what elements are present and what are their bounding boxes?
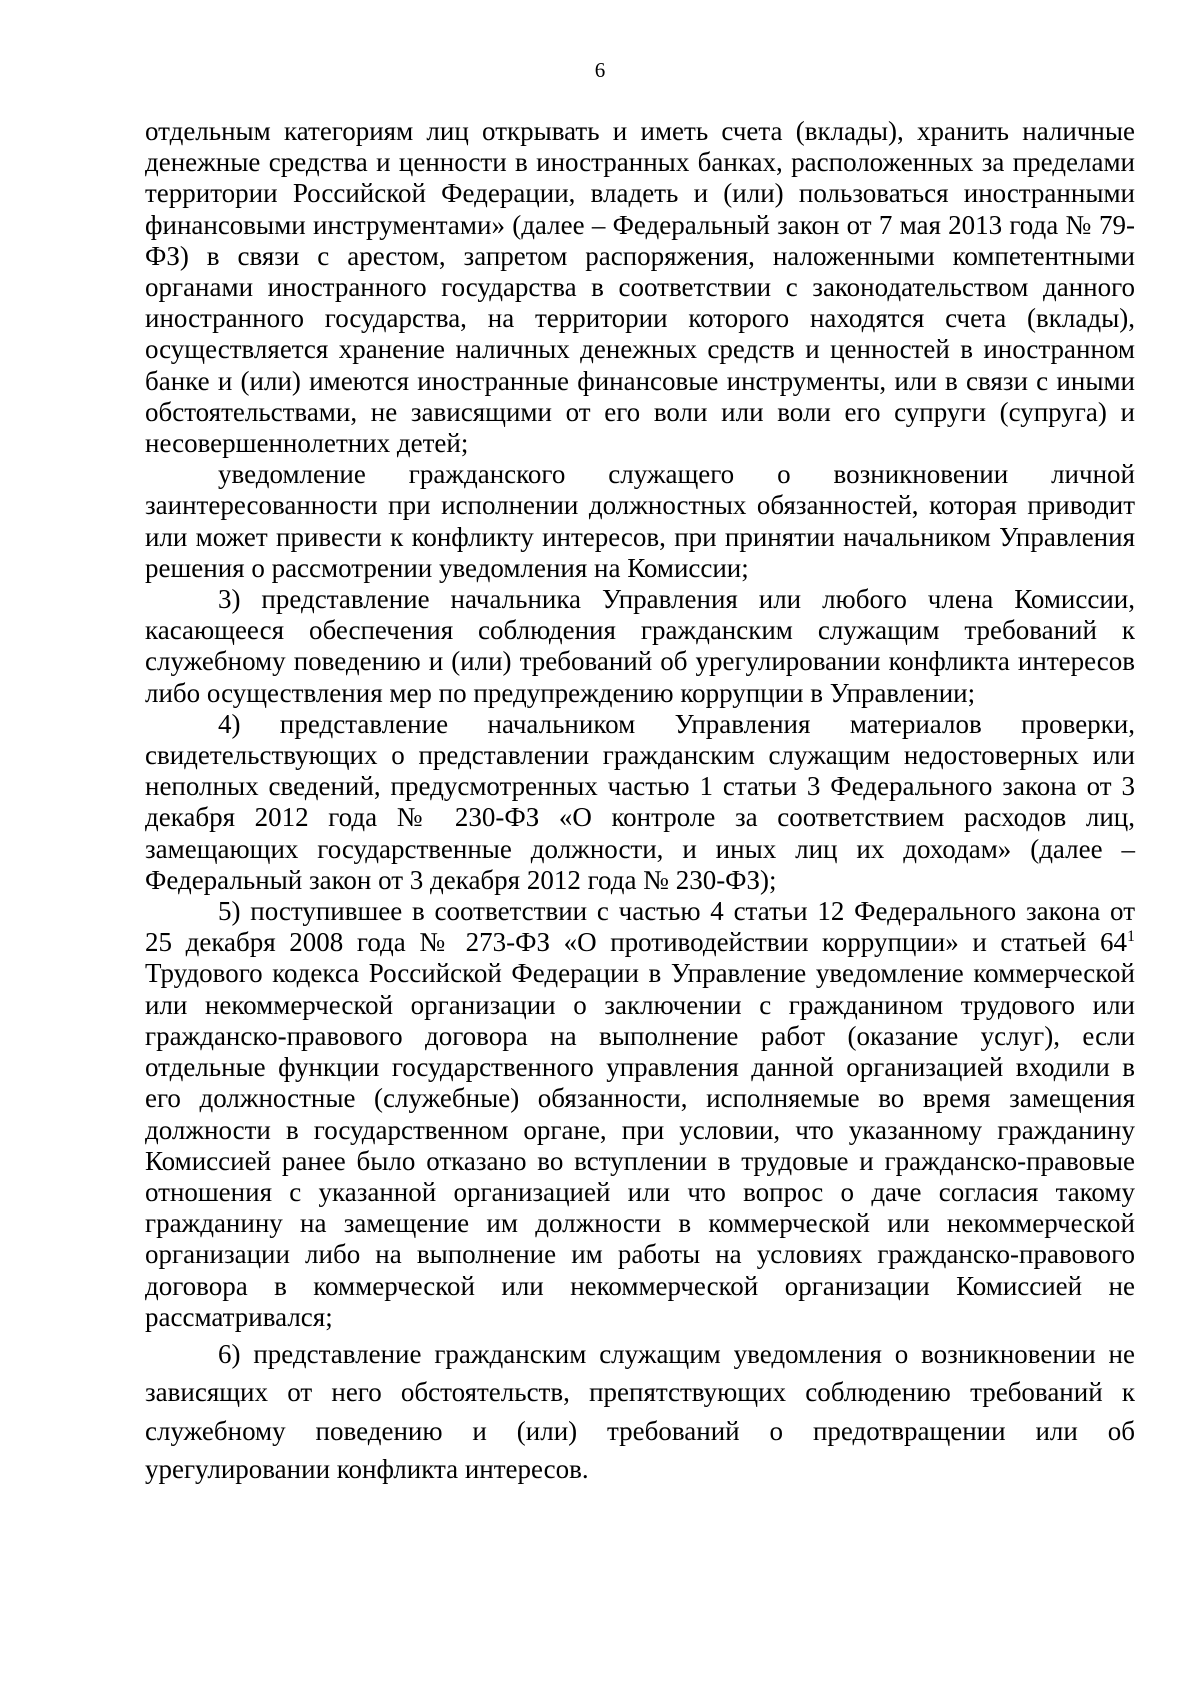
page-number: 6 [594,58,606,82]
paragraph-item-5 [145,896,1135,1333]
item-5-text-end: Трудового кодекса Российской Федерации в Управление уведомление коммерческой или некоммерческой организации о заключении с гражданином трудового или гражданско-правового договора на выполнение работ (оказание услуг), если отдельные функции государственного управления данной организацией входили в его должностные (служебные) обязанности, исполняемые во время замещения должности в государственном органе, при условии, что указанному гражданину Комиссией ранее было отказано во вступлении в трудовые и гражданско-правовые отношения с указанной организацией или что вопрос о даче согласия такому гражданину на замещение им должности в коммерческой или некоммерческой организации либо на выполнение им работы на условиях гражданско-правового договора в коммерческой или некоммерческой организации Комиссией не рассматривался; [145,958,1135,1332]
article-superscript: 1 [1127,928,1135,946]
paragraph-item-4: 4) представление начальником Управления материалов проверки, свидетельствующих о представлении гражданским служащим недостоверных или неполных сведений, предусмотренных частью 1 статьи 3 Федерального закона от 3 декабря 2012 года № 230-ФЗ «О контроле за соответствием расходов лиц, замещающих государственные должности, и иных лиц их доходам» (далее – Федеральный закон от 3 декабря 2012 года № 230-ФЗ); [145,708,1135,895]
paragraph-item-3: 3) представление начальника Управления или любого члена Комиссии, касающееся обеспечения соблюдения гражданским служащим требований к служебному поведению и (или) требований об урегулировании конфликта интересов либо осуществления мер по предупреждению коррупции в Управлении; [145,584,1135,708]
paragraph-item-6: 6) представление гражданским служащим уведомления о возникновении не зависящих от него обстоятельств, препятствующих соблюдению требований к служебному поведению и (или) требований о предотвращении или об урегулировании конфликта интересов. [145,1338,1135,1485]
paragraph-personal-interest-notice: уведомление гражданского служащего о возникновении личной заинтересованности при исполнении должностных обязанностей, которая приводит или может привести к конфликту интересов, при принятии начальником Управления решения о рассмотрении уведомления на Комиссии; [145,459,1135,583]
document-body [145,116,1135,1489]
paragraph-continuation: отдельным категориям лиц открывать и иметь счета (вклады), хранить наличные денежные средства и ценности в иностранных банках, расположенных за пределами территории Российской Федерации, владеть и (или) пользоваться иностранными финансовыми инструментами» (далее – Федеральный закон от 7 мая 2013 года № 79-ФЗ) в связи с арестом, запретом распоряжения, наложенными компетентными органами иностранного государства в соответствии с законодательством данного иностранного государства, на территории которого находятся счета (вклады), осуществляется хранение наличных денежных средств и ценностей в иностранном банке и (или) имеются иностранные финансовые инструменты, или в связи с иными обстоятельствами, не зависящими от его воли или воли его супруги (супруга) и несовершеннолетних детей; [145,116,1135,459]
item-5-text-start: 5) поступившее в соответствии с частью 4 статьи 12 Федерального закона от 25 декабря 2008 года № 273-ФЗ «О противодействии коррупции» и статьей 64 [145,896,1135,958]
